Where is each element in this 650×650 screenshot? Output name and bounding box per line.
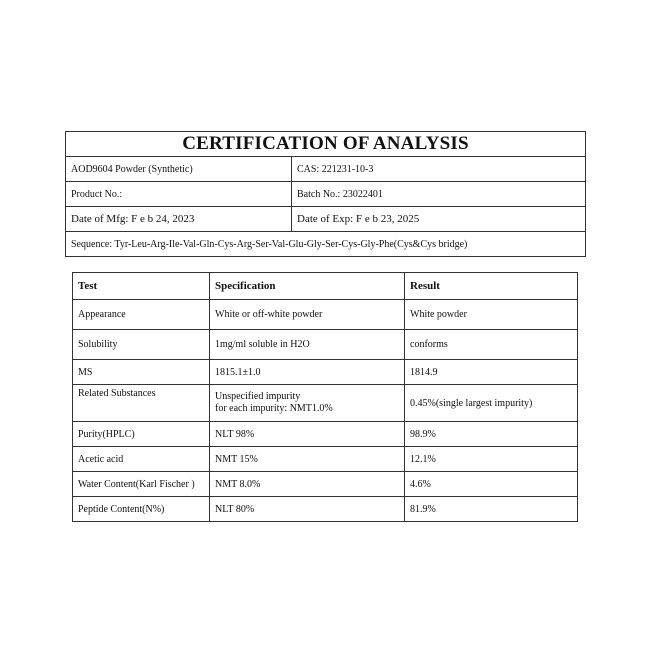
table-row [73,330,578,360]
batch-number: Batch No.: 23022401 [292,182,586,207]
column-header-test: Test [73,273,210,300]
specification: NMT 8.0% [210,472,405,497]
specification-line: for each impurity: NMT1.0% [215,403,333,414]
test-name: Solubility [73,330,210,360]
batch-row [66,182,586,207]
result: 0.45%(single largest impurity) [405,385,578,422]
specification: 1815.1±1.0 [210,360,405,385]
column-header-specification: Specification [210,273,405,300]
table-row [73,360,578,385]
specification: 1mg/ml soluble in H2O [210,330,405,360]
specification [210,385,405,422]
column-header-result: Result [405,273,578,300]
dates-row [66,207,586,232]
result: 1814.9 [405,360,578,385]
table-row [73,472,578,497]
result: 81.9% [405,497,578,522]
certificate-header-table [65,131,586,257]
test-name: Water Content(Karl Fischer ) [73,472,210,497]
table-row [73,422,578,447]
document-title: CERTIFICATION OF ANALYSIS [66,132,586,157]
test-name: Appearance [73,300,210,330]
specification: White or off-white powder [210,300,405,330]
result: 98.9% [405,422,578,447]
result: 12.1% [405,447,578,472]
specification: NMT 15% [210,447,405,472]
cas-number: CAS: 221231-10-3 [292,157,586,182]
analysis-table [72,272,578,522]
test-name: MS [73,360,210,385]
table-header-row [73,273,578,300]
expiry-date: Date of Exp: F e b 23, 2025 [292,207,586,232]
product-number: Product No.: [66,182,292,207]
manufacture-date: Date of Mfg: F e b 24, 2023 [66,207,292,232]
peptide-sequence: Sequence: Tyr-Leu-Arg-Ile-Val-Gln-Cys-Arg-Ser-Val-Glu-Gly-Ser-Cys-Gly-Phe(Cys&Cys bridge) [66,232,586,257]
product-name: AOD9604 Powder (Synthetic) [66,157,292,182]
product-row [66,157,586,182]
table-row [73,300,578,330]
test-name: Purity(HPLC) [73,422,210,447]
table-row [73,385,578,422]
table-row [73,447,578,472]
result: White powder [405,300,578,330]
result: conforms [405,330,578,360]
test-name: Acetic acid [73,447,210,472]
test-name: Related Substances [73,385,210,422]
specification: NLT 98% [210,422,405,447]
result: 4.6% [405,472,578,497]
title-row [66,132,586,157]
sequence-row [66,232,586,257]
specification: NLT 80% [210,497,405,522]
test-name: Peptide Content(N%) [73,497,210,522]
specification-line: Unspecified impurity [215,391,301,402]
table-row [73,497,578,522]
